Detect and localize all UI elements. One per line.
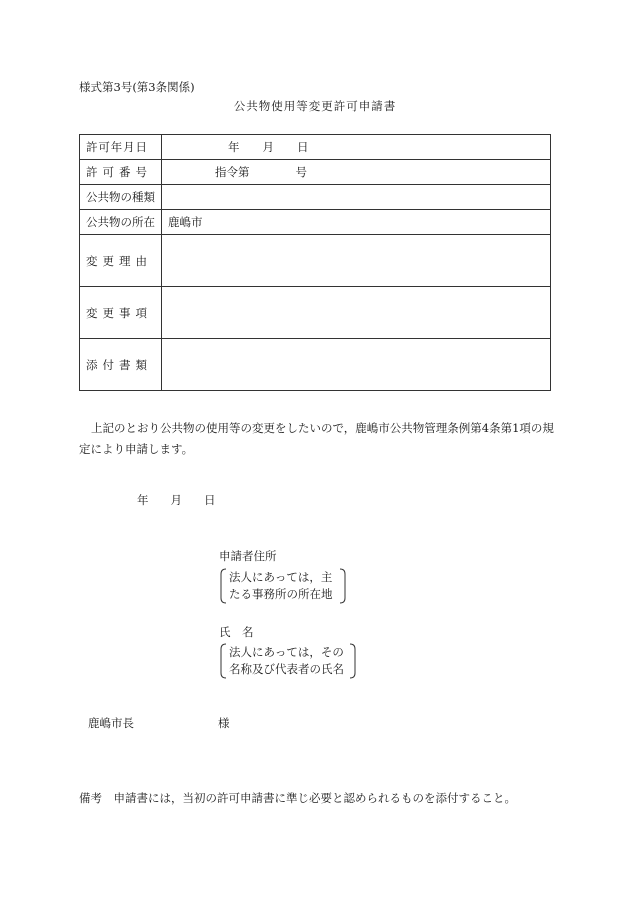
table-row (80, 185, 551, 210)
applicant-name-label: 氏 名 (219, 625, 254, 639)
property-location-value[interactable]: 鹿嶋市 (162, 210, 551, 235)
address-note (219, 568, 347, 604)
application-table (79, 134, 551, 391)
table-row (80, 287, 551, 339)
permit-number-value[interactable]: 指令第 号 (162, 160, 551, 185)
attachments-value[interactable] (162, 339, 551, 391)
application-statement: 上記のとおり公共物の使用等の変更をしたいので，鹿嶋市公共物管理条例第4条第1項の規定により申請します。 (79, 421, 554, 456)
row-label-permit-date: 許 可 年 月 日 (80, 135, 162, 160)
row-label-permit-number: 許 可 番 号 (80, 160, 162, 185)
change-reason-value[interactable] (162, 235, 551, 287)
row-label-change-reason: 変 更 理 由 (80, 235, 162, 287)
permit-date-value[interactable]: 年 月 日 (162, 135, 551, 160)
document-title: 公共物使用等変更許可申請書 (233, 99, 397, 113)
row-label-property-location: 公共物の所在 (80, 210, 162, 235)
row-label-change-items: 変 更 事 項 (80, 287, 162, 339)
table-row (80, 135, 551, 160)
name-note (219, 643, 357, 679)
honorific: 様 (218, 716, 230, 730)
address-note-line1: 法人にあっては，主 (229, 570, 333, 584)
applicant-address-label: 申請者住所 (219, 549, 277, 563)
table-row (80, 235, 551, 287)
change-items-value[interactable] (162, 287, 551, 339)
table-row (80, 210, 551, 235)
remarks-note: 備考 申請書には，当初の許可申請書に準じ必要と認められるものを添付すること。 (79, 791, 516, 805)
name-note-line2: 名称及び代表者の氏名 (229, 662, 344, 676)
addressee: 鹿嶋市長 (88, 716, 134, 730)
property-type-value[interactable] (162, 185, 551, 210)
table-row (80, 160, 551, 185)
name-note-line1: 法人にあっては，その (229, 645, 344, 659)
application-date[interactable]: 年 月 日 (137, 493, 216, 507)
row-label-property-type: 公共物の種類 (80, 185, 162, 210)
form-number: 様式第3号(第3条関係) (79, 80, 195, 94)
address-note-line2: たる事務所の所在地 (229, 587, 333, 601)
table-row (80, 339, 551, 391)
row-label-attachments: 添 付 書 類 (80, 339, 162, 391)
